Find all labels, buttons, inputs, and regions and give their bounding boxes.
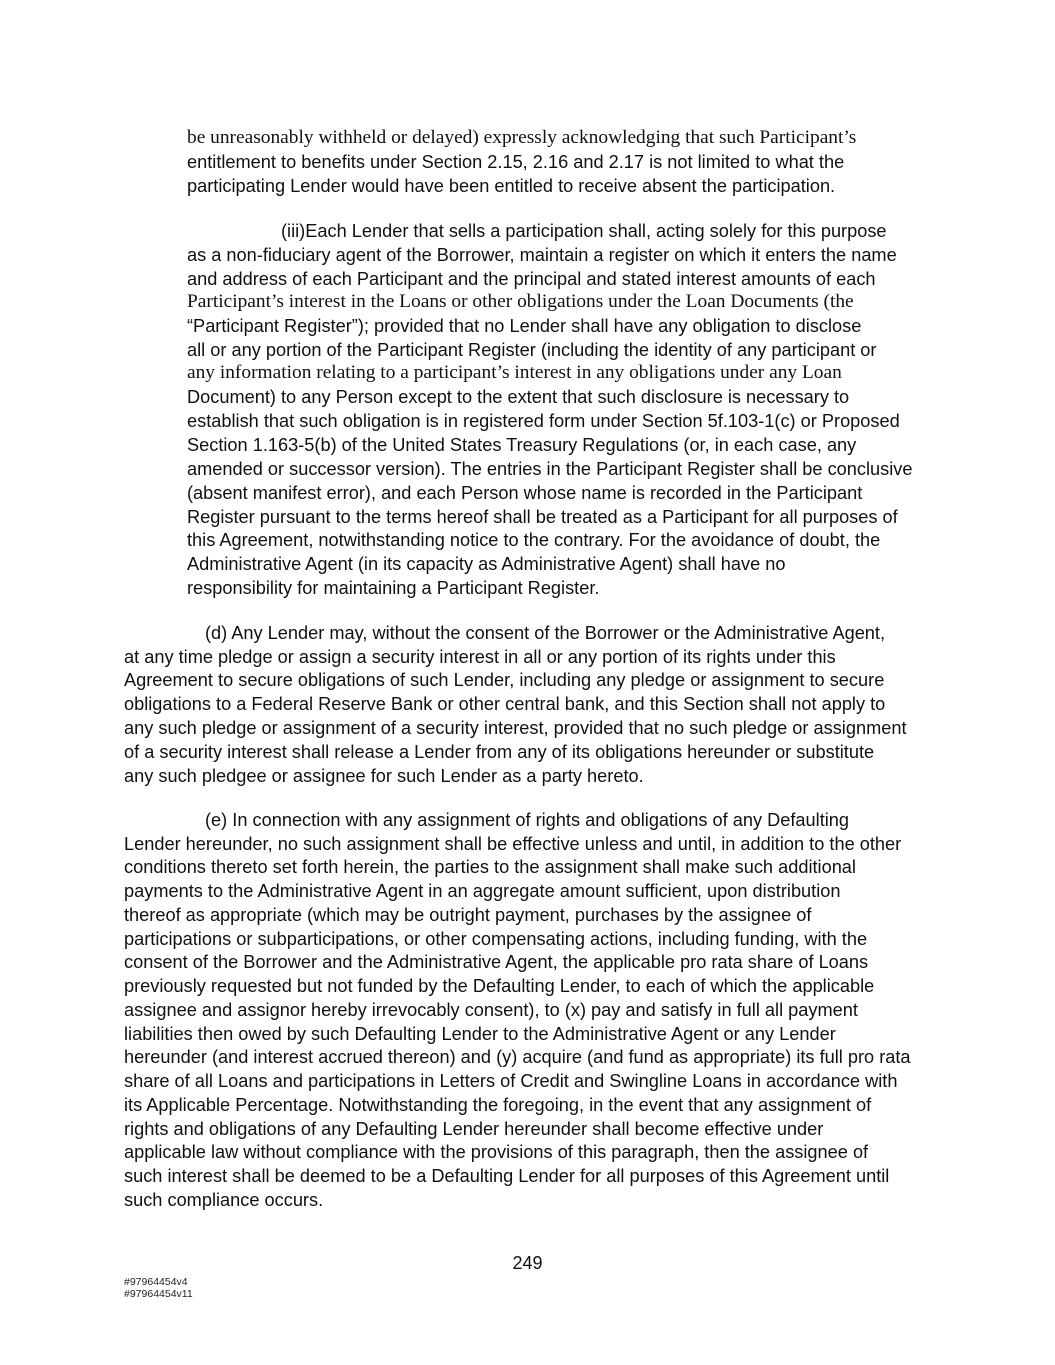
text-line: any information relating to a participant’s interest in any obligations under any Loan <box>187 362 842 383</box>
text-line: share of all Loans and participations in Letters of Credit and Swingline Loans in accordance with <box>124 1071 898 1091</box>
text-line: responsibility for maintaining a Participant Register. <box>187 578 600 598</box>
text-line: participating Lender would have been entitled to receive absent the participation. <box>187 176 836 196</box>
text-line: any such pledgee or assignee for such Lender as a party hereto. <box>124 766 644 786</box>
text-line: “Participant Register”); provided that no Lender shall have any obligation to disclose <box>187 316 862 336</box>
document-id: #97964454v11 <box>124 1288 193 1300</box>
text-line: such compliance occurs. <box>124 1190 324 1210</box>
text-line: this Agreement, notwithstanding notice to the contrary. For the avoidance of doubt, the <box>187 530 881 550</box>
text-line: (iii)Each Lender that sells a participation shall, acting solely for this purpose <box>281 221 887 241</box>
text-line: at any time pledge or assign a security interest in all or any portion of its rights under this <box>124 647 836 667</box>
text-line: its Applicable Percentage. Notwithstanding the foregoing, in the event that any assignment of <box>124 1095 872 1115</box>
text-line: previously requested but not funded by the Defaulting Lender, to each of which the applicable <box>124 976 875 996</box>
text-line: applicable law without compliance with the provisions of this paragraph, then the assignee of <box>124 1142 869 1162</box>
document-id: #97964454v4 <box>124 1276 188 1288</box>
text-line: as a non-fiduciary agent of the Borrower, maintain a register on which it enters the name <box>187 245 897 265</box>
text-line: participations or subparticipations, or other compensating actions, including funding, with the <box>124 929 868 949</box>
text-line: payments to the Administrative Agent in an aggregate amount sufficient, upon distribution <box>124 881 841 901</box>
page-number: 249 <box>512 1253 543 1273</box>
text-line: Document) to any Person except to the extent that such disclosure is necessary to <box>187 387 850 407</box>
text-line: be unreasonably withheld or delayed) expressly acknowledging that such Participant’s <box>187 127 857 148</box>
text-line: thereof as appropriate (which may be outright payment, purchases by the assignee of <box>124 905 812 925</box>
text-line: consent of the Borrower and the Administrative Agent, the applicable pro rata share of Loans <box>124 952 869 972</box>
text-line: and address of each Participant and the principal and stated interest amounts of each <box>187 269 876 289</box>
text-line: all or any portion of the Participant Register (including the identity of any participant or <box>187 340 877 360</box>
text-line: establish that such obligation is in registered form under Section 5f.103-1(c) or Proposed <box>187 411 900 431</box>
text-line: liabilities then owed by such Defaulting Lender to the Administrative Agent or any Lender <box>124 1024 836 1044</box>
text-line: of a security interest shall release a Lender from any of its obligations hereunder or substitute <box>124 742 875 762</box>
text-line: (d) Any Lender may, without the consent of the Borrower or the Administrative Agent, <box>205 623 886 643</box>
text-line: Administrative Agent (in its capacity as Administrative Agent) shall have no <box>187 554 786 574</box>
text-line: Register pursuant to the terms hereof shall be treated as a Participant for all purposes of <box>187 507 898 527</box>
text-line: (e) In connection with any assignment of rights and obligations of any Defaulting <box>205 810 850 830</box>
text-line: such interest shall be deemed to be a Defaulting Lender for all purposes of this Agreement until <box>124 1166 890 1186</box>
text-line: Agreement to secure obligations of such Lender, including any pledge or assignment to secure <box>124 670 885 690</box>
text-line: rights and obligations of any Defaulting Lender hereunder shall become effective under <box>124 1119 824 1139</box>
text-line: obligations to a Federal Reserve Bank or other central bank, and this Section shall not apply to <box>124 694 886 714</box>
text-line: Participant’s interest in the Loans or other obligations under the Loan Documents (the <box>187 291 854 312</box>
text-line: Lender hereunder, no such assignment shall be effective unless and until, in addition to the other <box>124 834 902 854</box>
text-line: conditions thereto set forth herein, the parties to the assignment shall make such additional <box>124 857 856 877</box>
text-line: any such pledge or assignment of a security interest, provided that no such pledge or assignment <box>124 718 907 738</box>
text-line: entitlement to benefits under Section 2.15, 2.16 and 2.17 is not limited to what the <box>187 152 845 172</box>
text-line: (absent manifest error), and each Person whose name is recorded in the Participant <box>187 483 863 503</box>
text-line: hereunder (and interest accrued thereon) and (y) acquire (and fund as appropriate) its full pro rata <box>124 1047 911 1067</box>
text-line: assignee and assignor hereby irrevocably consent), to (x) pay and satisfy in full all payment <box>124 1000 858 1020</box>
text-line: Section 1.163-5(b) of the United States Treasury Regulations (or, in each case, any <box>187 435 857 455</box>
text-line: amended or successor version). The entries in the Participant Register shall be conclusive <box>187 459 913 479</box>
